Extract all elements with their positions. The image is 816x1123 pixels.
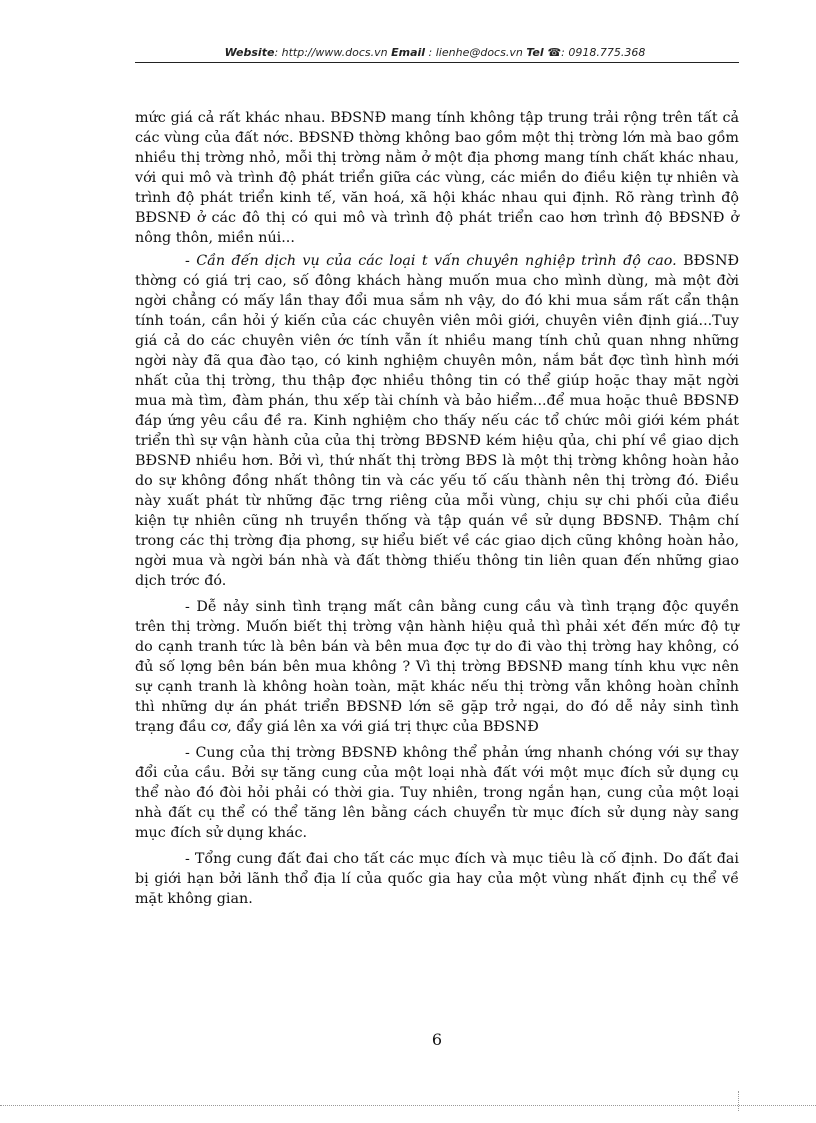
italic-heading: - Cần đến dịch vụ của các loại t vấn chuyên nghiệp trình độ cao. [185, 253, 677, 269]
page-bottom-tick [738, 1091, 739, 1111]
paragraph-consulting-body: BĐSNĐ thờng có giá trị cao, số đông khách hàng muốn mua cho mình dùng, mà một đời ngời chẳng có mấy lần thay đổi mua sắm nh vậy, do đó khi mua sắm rất cẩn thận tính toán, cần hỏi ý kiến của các chuyên viên môi giới, chuyên viên định giá...Tuy giá cả do các chuyên viên ớc tính vẫn ít nhiều mang tính chủ quan nhng những ngời này đã qua đào tạo, có kinh nghiệm chuyên môn, nắm bắt đợc tình hình mới nhất của thị trờng, thu thập đợc nhiều thông tin có thể giúp hoặc thay mặt ngời mua mà tìm, đàm phán, thu xếp tài chính và bảo hiểm...để mua hoặc thuê BĐSNĐ đáp ứng yêu cầu đề ra. Kinh nghiệm cho thấy nếu các tổ chức môi giới kém phát triển thì sự vận hành của của thị trờng BĐSNĐ kém hiệu qủa, chi phí về giao dịch BĐSNĐ nhiều hơn. Bởi vì, thứ nhất thị trờng BĐS là một thị trờng không hoàn hảo do sự không đồng nhất thông tin và các yếu tố cấu thành nên thị trờng đó. Điều này xuất phát từ những đặc trng riêng của mỗi vùng, chịu sự chi phối của điều kiện tự nhiên cũng nh truyền thống và tập quán về sử dụng BĐSNĐ. Thậm chí trong các thị trờng địa phơng, sự hiểu biết về các giao dịch cũng không hoàn hảo, ngời mua và ngời bán nhà và đất thờng thiếu thông tin liên quan đến những giao dịch trớc đó. [135, 253, 739, 589]
page-bottom-rule [0, 1105, 816, 1106]
email-address[interactable]: : lienhe@docs.vn [425, 46, 523, 59]
website-url[interactable]: : http://www.docs.vn [274, 46, 388, 59]
tel-label: Tel ☎ [526, 46, 562, 59]
page-number: 6 [431, 1030, 443, 1049]
paragraph-continued: mức giá cả rất khác nhau. BĐSNĐ mang tính không tập trung trải rộng trên tất cả các vùng của đất nớc. BĐSNĐ thờng không bao gồm một thị trờng lớn mà bao gồm nhiều thị trờng nhỏ, mỗi thị trờng nằm ở một địa phơng mang tính chất khác nhau, với qui mô và trình độ phát triển giữa các vùng, các miền do điều kiện tự nhiên và trình độ phát triển kinh tế, văn hoá, xã hội khác nhau qui định. Rõ ràng trình độ BĐSNĐ ở các đô thị có qui mô và trình độ phát triển cao hơn trình độ BĐSNĐ ở nông thôn, miền núi... [135, 110, 739, 246]
paragraph-supply: - Cung của thị trờng BĐSNĐ không thể phản ứng nhanh chóng với sự thay đổi của cầu. Bởi sự tăng cung của một loại nhà đất với một mục đích sử dụng cụ thể nào đó đòi hỏi phải có thời gia. Tuy nhiên, trong ngắn hạn, cung của một loại nhà đất cụ thể có thể tăng lên bằng cách chuyển từ mục đích sử dụng này sang mục đích sử dụng khác. [135, 745, 739, 841]
paragraph-consulting [135, 251, 739, 591]
email-label: Email [391, 46, 426, 59]
tel-number: : 0918.775.368 [561, 46, 646, 59]
paragraph-imbalance: - Dễ nảy sinh tình trạng mất cân bằng cung cầu và tình trạng độc quyền trên thị trờng. Muốn biết thị trờng vận hành hiệu quả thì phải xét đến mức độ tự do cạnh tranh tức là bên bán và bên mua đợc tự do đi vào thị trờng hay không, có đủ số lợng bên bán bên mua không ? Vì thị trờng BĐSNĐ mang tính khu vực nên sự cạnh tranh là không hoàn toàn, mặt khác nếu thị trờng vẫn không hoàn chỉnh thì những dự án phát triển BĐSNĐ lớn sẽ gặp trở ngại, do đó dễ nảy sinh tình trạng đầu cơ, đẩy giá lên xa với giá trị thực của BĐSNĐ [135, 599, 739, 735]
website-label: Website [224, 46, 275, 59]
page-header [135, 46, 735, 59]
paragraph-total-supply: - Tổng cung đất đai cho tất các mục đích và mục tiêu là cố định. Do đất đai bị giới hạn bởi lãnh thổ địa lí của quốc gia hay của một vùng nhất định cụ thể về mặt không gian. [135, 851, 739, 907]
document-body [135, 108, 739, 912]
header-rule [135, 62, 739, 63]
